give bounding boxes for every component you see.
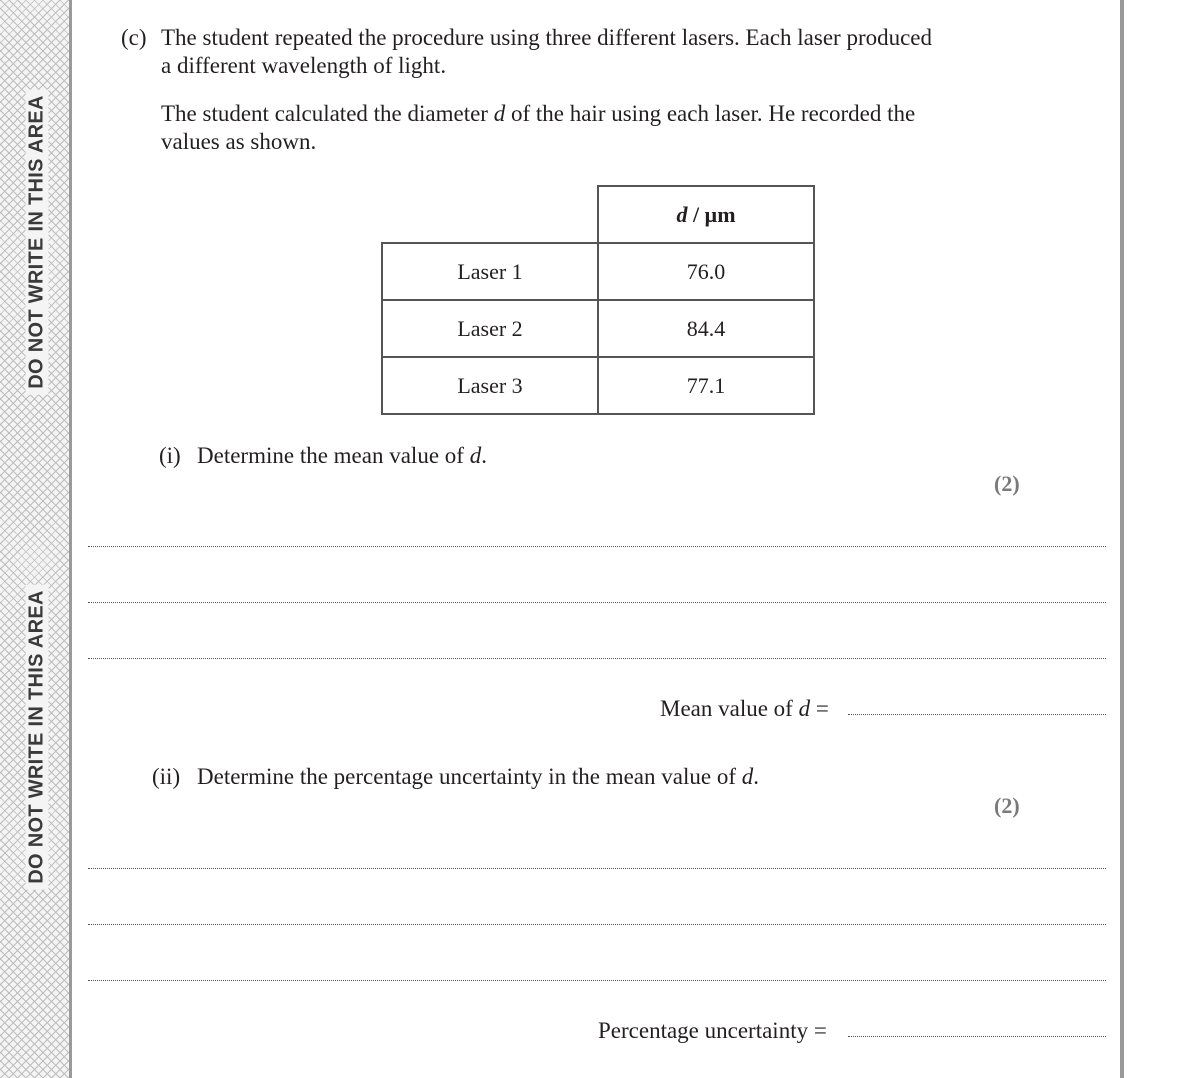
table-row [382,243,814,300]
question-text-line1: The student repeated the procedure using three different lasers. Each laser produced [161,25,933,50]
answer-line[interactable] [88,602,1106,603]
question-paragraph2-line2: values as shown. [161,129,317,154]
part-i-label: (i) [159,443,181,468]
answer-line[interactable] [88,924,1106,925]
row-value: 76.0 [598,243,814,300]
answer-line[interactable] [88,546,1106,547]
margin-strip [0,0,72,1078]
percentage-uncertainty-label: Percentage uncertainty = [598,1018,827,1043]
answer-line[interactable] [88,658,1106,659]
data-table [381,185,815,415]
row-value: 84.4 [598,300,814,357]
answer-line[interactable] [88,868,1106,869]
row-label: Laser 2 [382,300,598,357]
table-corner-cell [382,186,598,243]
table-header-row [382,186,814,243]
table-header-cell: d / µm [598,186,814,243]
question-paragraph2-line1: The student calculated the diameter d of the hair using each laser. He recorded the [161,101,916,126]
part-i-question: Determine the mean value of d. [197,443,487,468]
percentage-uncertainty-answer-line[interactable] [848,1036,1106,1037]
mean-value-label: Mean value of d = [660,696,829,721]
part-ii-label: (ii) [152,764,181,789]
row-label: Laser 1 [382,243,598,300]
table-row [382,300,814,357]
row-value: 77.1 [598,357,814,414]
part-ii-question: Determine the percentage uncertainty in the mean value of d. [197,764,759,789]
part-i-marks: (2) [994,471,1020,496]
question-text-line2: a different wavelength of light. [161,53,447,78]
table-row [382,357,814,414]
part-ii-marks: (2) [994,793,1020,818]
row-label: Laser 3 [382,357,598,414]
right-margin-rule [1120,0,1124,1078]
mean-value-answer-line[interactable] [848,714,1106,715]
answer-line[interactable] [88,980,1106,981]
margin-warning-bottom: DO NOT WRITE IN THIS AREA [26,584,49,889]
question-label: (c) [121,25,147,50]
margin-warning-top: DO NOT WRITE IN THIS AREA [26,89,49,394]
